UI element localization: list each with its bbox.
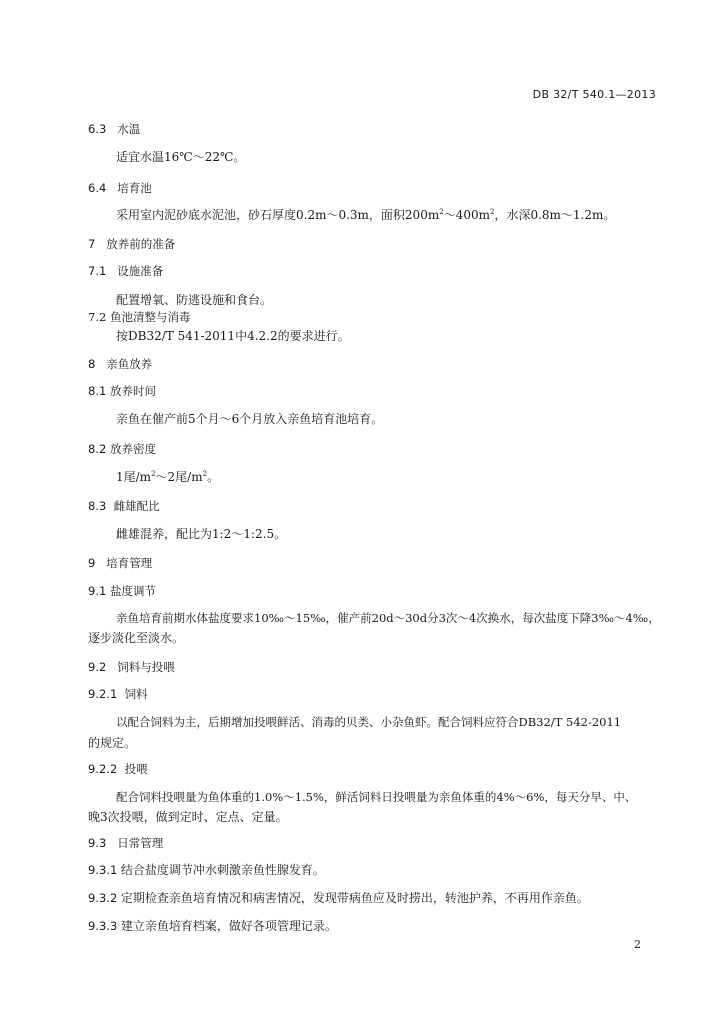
paragraph-7-1: 配置增氧、防逃设施和食台。 bbox=[116, 293, 273, 307]
heading-6-3 bbox=[88, 121, 140, 137]
paragraph-9-2-1-line1: 以配合饲料为主，后期增加投喂鲜活、消毒的贝类、小杂鱼虾。配合饲料应符合DB32/T 542-2011 bbox=[116, 715, 622, 729]
heading-title: 日常管理 bbox=[117, 836, 164, 850]
heading-9-2-2 bbox=[88, 761, 148, 777]
heading-num: 8.1 bbox=[88, 384, 107, 398]
heading-num: 9.1 bbox=[88, 584, 107, 598]
heading-num: 8.2 bbox=[88, 442, 107, 456]
item-num: 9.3.2 bbox=[88, 891, 118, 905]
paragraph-9-2-1-line2: 的规定。 bbox=[88, 736, 137, 750]
text-segment: ～2尾/m bbox=[155, 470, 203, 484]
heading-title: 设施准备 bbox=[117, 264, 164, 278]
heading-9-1 bbox=[88, 583, 156, 599]
heading-num: 6.3 bbox=[88, 122, 107, 136]
paragraph-9-2-2-line2: 晚3次投喂，做到定时、定点、定量。 bbox=[88, 810, 288, 824]
heading-title: 盐度调节 bbox=[109, 584, 156, 598]
heading-num: 9.2.2 bbox=[88, 762, 118, 776]
heading-title: 饲料与投喂 bbox=[117, 660, 175, 674]
heading-9-3 bbox=[88, 835, 163, 851]
text-segment: ，水深0.8m～1.2m。 bbox=[494, 208, 616, 222]
paragraph-6-4 bbox=[116, 206, 615, 223]
superscript: 2 bbox=[439, 208, 444, 216]
heading-num: 8 bbox=[88, 357, 96, 371]
heading-7 bbox=[88, 236, 175, 252]
heading-title: 饲料 bbox=[124, 687, 148, 701]
paragraph-9-2-2-line1: 配合饲料投喂量为鱼体重的1.0%～1.5%，鲜活饲料日投喂量为亲鱼体重的4%～6%，每天分早、中、 bbox=[116, 790, 637, 804]
item-text: 定期检查亲鱼培育情况和病害情况，发现带病鱼应及时捞出，转池护养，不再用作亲鱼。 bbox=[120, 891, 589, 905]
document-code-header: DB 32/T 540.1—2013 bbox=[532, 88, 656, 101]
heading-title: 放养密度 bbox=[109, 442, 156, 456]
heading-num: 7.1 bbox=[88, 264, 107, 278]
heading-8-1 bbox=[88, 383, 156, 399]
heading-title: 培育管理 bbox=[106, 556, 153, 570]
paragraph-9-1-line2: 逐步淡化至淡水。 bbox=[88, 631, 185, 645]
paragraph-8-1: 亲鱼在催产前5个月～6个月放入亲鱼培育池培育。 bbox=[116, 412, 384, 426]
heading-num: 9 bbox=[88, 556, 96, 570]
heading-7-1 bbox=[88, 263, 163, 279]
heading-title: 放养时间 bbox=[109, 384, 156, 398]
heading-8-3 bbox=[88, 498, 160, 514]
heading-num: 9.2.1 bbox=[88, 687, 118, 701]
text-segment: ～400m bbox=[443, 208, 490, 222]
heading-8 bbox=[88, 356, 152, 372]
item-9-3-1 bbox=[88, 861, 325, 878]
item-9-3-2 bbox=[88, 889, 589, 906]
item-9-3-3 bbox=[88, 917, 337, 934]
heading-title: 投喂 bbox=[124, 762, 148, 776]
paragraph-7-2: 按DB32/T 541-2011中4.2.2的要求进行。 bbox=[116, 329, 350, 343]
paragraph-9-1-line1: 亲鱼培育前期水体盐度要求10‰～15‰，催产前20d～30d分3次～4次换水，每次盐度下降3‰～4‰， bbox=[116, 611, 660, 625]
heading-num: 9.3 bbox=[88, 836, 107, 850]
item-num: 9.3.3 bbox=[88, 919, 118, 933]
heading-num: 7 bbox=[88, 237, 96, 251]
text-segment: 1尾/m bbox=[116, 470, 152, 484]
heading-9-2-1 bbox=[88, 686, 148, 702]
heading-7-2: 7.2 鱼池清整与消毒 bbox=[88, 310, 191, 324]
text-segment: 。 bbox=[207, 470, 220, 484]
heading-6-4 bbox=[88, 180, 152, 196]
heading-num: 8.3 bbox=[88, 499, 107, 513]
heading-title: 水温 bbox=[117, 122, 141, 136]
heading-title: 放养前的准备 bbox=[106, 237, 176, 251]
heading-title: 培育池 bbox=[117, 181, 152, 195]
heading-9-2 bbox=[88, 659, 175, 675]
item-text: 建立亲鱼培育档案，做好各项管理记录。 bbox=[120, 919, 337, 933]
page-number: 2 bbox=[634, 938, 641, 951]
paragraph-8-3: 雌雄混养，配比为1:2～1:2.5。 bbox=[116, 527, 287, 541]
paragraph-8-2 bbox=[116, 468, 219, 485]
superscript: 2 bbox=[489, 208, 495, 216]
heading-8-2 bbox=[88, 441, 156, 457]
heading-num: 6.4 bbox=[88, 181, 107, 195]
item-num: 9.3.1 bbox=[88, 863, 118, 877]
text-segment: 采用室内泥砂底水泥池，砂石厚度0.2m～0.3m，面积200m bbox=[116, 208, 440, 222]
superscript: 2 bbox=[151, 470, 156, 478]
heading-9 bbox=[88, 555, 152, 571]
heading-title: 亲鱼放养 bbox=[106, 357, 153, 371]
heading-title: 雌雄配比 bbox=[113, 499, 160, 513]
superscript: 2 bbox=[202, 470, 208, 478]
paragraph-6-3: 适宜水温16℃～22℃。 bbox=[116, 150, 246, 164]
heading-num: 9.2 bbox=[88, 660, 107, 674]
item-text: 结合盐度调节冲水刺激亲鱼性腺发育。 bbox=[120, 863, 325, 877]
